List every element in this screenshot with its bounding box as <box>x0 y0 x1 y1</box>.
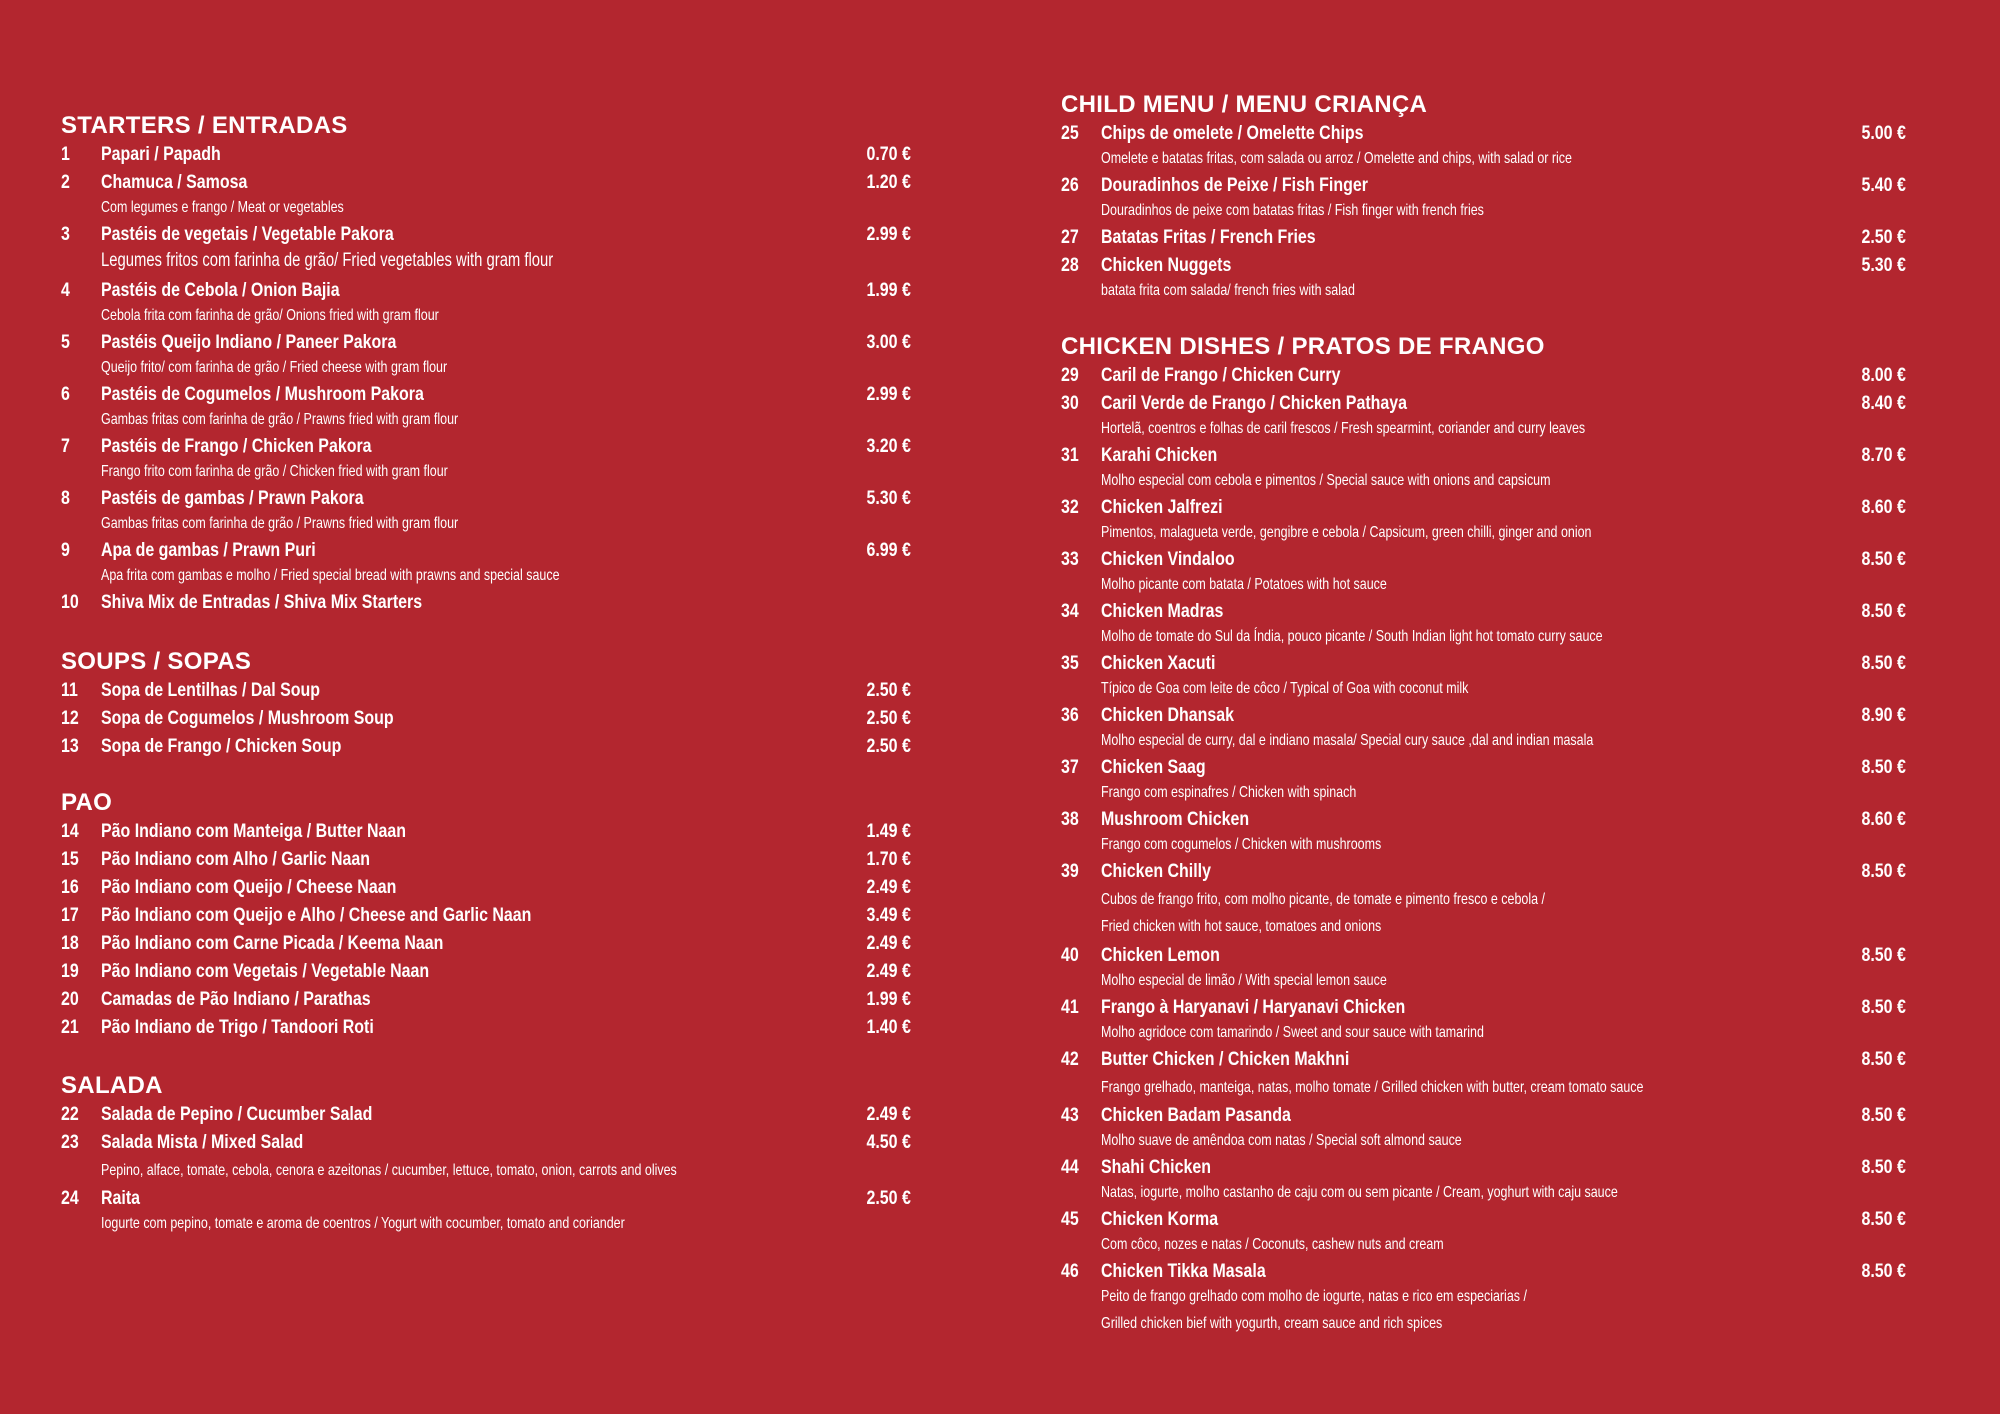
item-description: Douradinhos de peixe com batatas fritas / Fish finger with french fries <box>1101 202 1484 219</box>
item-description-line2: Grilled chicken bief with yogurth, cream sauce and rich spices <box>1101 1315 1443 1332</box>
item-price: 1.99 € <box>866 280 911 301</box>
item-price: 3.20 € <box>866 436 911 457</box>
item-price: 1.99 € <box>866 989 911 1010</box>
item-number: 41 <box>1061 997 1079 1018</box>
item-number: 34 <box>1061 601 1079 622</box>
item-description: Peito de frango grelhado com molho de iogurte, natas e rico em especiarias / <box>1101 1288 1527 1305</box>
item-price: 8.90 € <box>1861 705 1906 726</box>
menu-item <box>1061 497 1906 541</box>
menu-item <box>1061 549 1906 593</box>
item-price: 8.70 € <box>1861 445 1906 466</box>
item-name: Sopa de Frango / Chicken Soup <box>101 736 342 757</box>
item-price: 8.40 € <box>1861 393 1906 414</box>
item-price: 2.49 € <box>866 877 911 898</box>
item-description: Queijo frito/ com farinha de grão / Fried cheese with gram flour <box>101 359 448 376</box>
menu-item <box>1061 997 1906 1041</box>
item-number: 26 <box>1061 175 1079 196</box>
item-name: Sopa de Lentilhas / Dal Soup <box>101 680 321 701</box>
item-name: Chicken Nuggets <box>1101 255 1232 276</box>
item-description: Legumes fritos com farinha de grão/ Fried vegetables with gram flour <box>101 250 554 271</box>
item-name: Shahi Chicken <box>1101 1157 1211 1178</box>
item-number: 21 <box>61 1017 79 1038</box>
item-number: 23 <box>61 1132 79 1153</box>
item-description: Cebola frita com farinha de grão/ Onions fried with gram flour <box>101 307 439 324</box>
menu-item <box>61 877 911 901</box>
item-description: batata frita com salada/ french fries with salad <box>1101 282 1355 299</box>
item-name: Chicken Saag <box>1101 757 1206 778</box>
menu-item <box>61 384 911 428</box>
menu-item <box>1061 1105 1906 1149</box>
item-number: 11 <box>61 680 78 701</box>
item-number: 32 <box>1061 497 1079 518</box>
item-description: Frango com espinafres / Chicken with spinach <box>1101 784 1357 801</box>
item-number: 25 <box>1061 123 1079 144</box>
item-name: Chicken Jalfrezi <box>1101 497 1223 518</box>
menu-item <box>1061 227 1906 251</box>
item-number: 35 <box>1061 653 1079 674</box>
item-price: 2.50 € <box>866 708 911 729</box>
item-description: Com côco, nozes e natas / Coconuts, cashew nuts and cream <box>1101 1236 1444 1253</box>
item-number: 6 <box>61 384 70 405</box>
item-name: Pastéis de Frango / Chicken Pakora <box>101 436 372 457</box>
item-description: Molho especial de limão / With special lemon sauce <box>1101 972 1387 989</box>
menu-item <box>1061 255 1906 299</box>
section-title: CHICKEN DISHES / PRATOS DE FRANGO <box>1061 333 1545 360</box>
item-number: 44 <box>1061 1157 1079 1178</box>
item-description: Cubos de frango frito, com molho picante, de tomate e pimento fresco e cebola / <box>1101 891 1545 908</box>
menu-item <box>1061 175 1906 219</box>
item-number: 9 <box>61 540 70 561</box>
menu-item <box>61 592 911 616</box>
item-price: 1.40 € <box>866 1017 911 1038</box>
menu-item <box>1061 445 1906 489</box>
item-name: Frango à Haryanavi / Haryanavi Chicken <box>1101 997 1406 1018</box>
section-title: SALADA <box>61 1072 163 1099</box>
menu-item <box>1061 757 1906 801</box>
item-price: 8.50 € <box>1861 1157 1906 1178</box>
item-number: 15 <box>61 849 79 870</box>
item-name: Papari / Papadh <box>101 144 221 165</box>
item-name: Pão Indiano com Queijo / Cheese Naan <box>101 877 397 898</box>
item-number: 12 <box>61 708 79 729</box>
item-price: 5.00 € <box>1861 123 1906 144</box>
menu-item <box>61 540 911 584</box>
item-name: Pastéis de gambas / Prawn Pakora <box>101 488 364 509</box>
item-description: Gambas fritas com farinha de grão / Prawns fried with gram flour <box>101 515 459 532</box>
item-name: Chicken Badam Pasanda <box>1101 1105 1291 1126</box>
item-name: Pastéis Queijo Indiano / Paneer Pakora <box>101 332 397 353</box>
section-title: SOUPS / SOPAS <box>61 648 252 675</box>
item-description: Pimentos, malagueta verde, gengibre e cebola / Capsicum, green chilli, ginger and onion <box>1101 524 1592 541</box>
item-number: 36 <box>1061 705 1079 726</box>
menu-item <box>61 488 911 532</box>
item-price: 8.50 € <box>1861 945 1906 966</box>
item-name: Chips de omelete / Omelette Chips <box>1101 123 1364 144</box>
item-price: 1.70 € <box>866 849 911 870</box>
item-price: 3.00 € <box>866 332 911 353</box>
item-name: Chicken Tikka Masala <box>1101 1261 1266 1282</box>
item-name: Sopa de Cogumelos / Mushroom Soup <box>101 708 394 729</box>
item-number: 2 <box>61 172 70 193</box>
item-name: Pão Indiano de Trigo / Tandoori Roti <box>101 1017 374 1038</box>
menu-item <box>1061 653 1906 697</box>
item-price: 8.50 € <box>1861 601 1906 622</box>
item-description-line2: Fried chicken with hot sauce, tomatoes and onions <box>1101 918 1382 935</box>
item-name: Chicken Lemon <box>1101 945 1220 966</box>
item-price: 0.70 € <box>866 144 911 165</box>
item-price: 2.50 € <box>866 1188 911 1209</box>
item-name: Chicken Chilly <box>1101 861 1211 882</box>
item-description: Apa frita com gambas e molho / Fried special bread with prawns and special sauce <box>101 567 560 584</box>
item-name: Raita <box>101 1188 141 1209</box>
item-description: Molho especial de curry, dal e indiano masala/ Special cury sauce ,dal and indian masala <box>1101 732 1594 749</box>
menu-item <box>1061 945 1906 989</box>
item-price: 2.99 € <box>866 384 911 405</box>
menu-item <box>1061 393 1906 437</box>
menu-item <box>61 905 911 929</box>
menu-item <box>61 1132 911 1179</box>
item-description: Frango com cogumelos / Chicken with mushrooms <box>1101 836 1382 853</box>
menu-item <box>1061 705 1906 749</box>
item-name: Chicken Korma <box>1101 1209 1219 1230</box>
item-number: 14 <box>61 821 79 842</box>
menu-item <box>61 144 911 168</box>
item-number: 42 <box>1061 1049 1079 1070</box>
item-description: Hortelã, coentros e folhas de caril frescos / Fresh spearmint, coriander and curry leaves <box>1101 420 1586 437</box>
item-name: Pão Indiano com Queijo e Alho / Cheese and Garlic Naan <box>101 905 532 926</box>
item-number: 3 <box>61 224 70 245</box>
item-name: Mushroom Chicken <box>1101 809 1250 830</box>
menu-item <box>61 1104 911 1128</box>
menu-item <box>1061 123 1906 167</box>
item-number: 20 <box>61 989 79 1010</box>
item-price: 8.50 € <box>1861 1209 1906 1230</box>
item-description: Pepino, alface, tomate, cebola, cenora e azeitonas / cucumber, lettuce, tomato, onion, carrots and olives <box>101 1162 677 1179</box>
menu-item <box>1061 365 1906 389</box>
item-number: 33 <box>1061 549 1079 570</box>
item-price: 2.49 € <box>866 933 911 954</box>
menu-item <box>1061 1261 1906 1332</box>
menu-item <box>1061 1157 1906 1201</box>
item-price: 8.00 € <box>1861 365 1906 386</box>
item-number: 45 <box>1061 1209 1079 1230</box>
item-name: Pastéis de Cogumelos / Mushroom Pakora <box>101 384 424 405</box>
menu-item <box>61 821 911 845</box>
item-name: Apa de gambas / Prawn Puri <box>101 540 316 561</box>
item-number: 43 <box>1061 1105 1079 1126</box>
item-price: 8.50 € <box>1861 997 1906 1018</box>
item-description: Molho agridoce com tamarindo / Sweet and sour sauce with tamarind <box>1101 1024 1484 1041</box>
item-number: 4 <box>61 280 70 301</box>
item-price: 8.50 € <box>1861 653 1906 674</box>
item-name: Karahi Chicken <box>1101 445 1218 466</box>
item-name: Chicken Xacuti <box>1101 653 1216 674</box>
item-name: Batatas Fritas / French Fries <box>1101 227 1316 248</box>
item-name: Pastéis de vegetais / Vegetable Pakora <box>101 224 394 245</box>
item-description: Natas, iogurte, molho castanho de caju com ou sem picante / Cream, yoghurt with caju sauce <box>1101 1184 1618 1201</box>
menu-item <box>61 849 911 873</box>
menu-item <box>61 224 911 271</box>
item-description: Frango frito com farinha de grão / Chicken fried with gram flour <box>101 463 448 480</box>
menu-item <box>61 1188 911 1232</box>
item-price: 1.49 € <box>866 821 911 842</box>
menu-item <box>61 989 911 1013</box>
item-number: 16 <box>61 877 79 898</box>
item-name: Pastéis de Cebola / Onion Bajia <box>101 280 340 301</box>
item-description: Frango grelhado, manteiga, natas, molho tomate / Grilled chicken with butter, cream tomato sauce <box>1101 1079 1644 1096</box>
item-price: 2.50 € <box>866 736 911 757</box>
menu-item <box>61 332 911 376</box>
item-price: 5.30 € <box>866 488 911 509</box>
item-price: 6.99 € <box>866 540 911 561</box>
item-number: 24 <box>61 1188 79 1209</box>
item-number: 30 <box>1061 393 1079 414</box>
item-description: Omelete e batatas fritas, com salada ou arroz / Omelette and chips, with salad or rice <box>1101 150 1572 167</box>
menu-item <box>61 961 911 985</box>
item-number: 5 <box>61 332 70 353</box>
item-price: 8.50 € <box>1861 549 1906 570</box>
item-price: 5.40 € <box>1861 175 1906 196</box>
item-price: 2.50 € <box>1861 227 1906 248</box>
section-title: CHILD MENU / MENU CRIANÇA <box>1061 91 1428 118</box>
item-number: 22 <box>61 1104 79 1125</box>
item-price: 3.49 € <box>866 905 911 926</box>
item-price: 8.50 € <box>1861 861 1906 882</box>
item-price: 8.60 € <box>1861 497 1906 518</box>
item-name: Chicken Dhansak <box>1101 705 1235 726</box>
item-price: 8.50 € <box>1861 1105 1906 1126</box>
item-price: 5.30 € <box>1861 255 1906 276</box>
item-number: 10 <box>61 592 79 613</box>
item-price: 8.50 € <box>1861 1049 1906 1070</box>
item-number: 28 <box>1061 255 1079 276</box>
item-price: 8.60 € <box>1861 809 1906 830</box>
item-price: 8.50 € <box>1861 757 1906 778</box>
menu-item <box>61 172 911 216</box>
item-name: Butter Chicken / Chicken Makhni <box>1101 1049 1350 1070</box>
item-name: Pão Indiano com Vegetais / Vegetable Naan <box>101 961 430 982</box>
item-price: 2.49 € <box>866 1104 911 1125</box>
item-number: 46 <box>1061 1261 1079 1282</box>
menu-item <box>61 680 911 704</box>
item-number: 19 <box>61 961 79 982</box>
item-number: 39 <box>1061 861 1079 882</box>
section-title: STARTERS / ENTRADAS <box>61 112 348 139</box>
menu-item <box>61 436 911 480</box>
item-number: 13 <box>61 736 79 757</box>
menu-item <box>61 280 911 324</box>
item-name: Chicken Vindaloo <box>1101 549 1235 570</box>
item-name: Salada Mista / Mixed Salad <box>101 1132 304 1153</box>
item-description: Molho de tomate do Sul da Índia, pouco picante / South Indian light hot tomato curry sauce <box>1101 628 1603 645</box>
menu-item <box>1061 809 1906 853</box>
section-title: PAO <box>61 789 113 816</box>
item-price: 2.50 € <box>866 680 911 701</box>
item-name: Pão Indiano com Alho / Garlic Naan <box>101 849 371 870</box>
menu-item <box>1061 1209 1906 1253</box>
item-name: Pão Indiano com Carne Picada / Keema Naan <box>101 933 444 954</box>
item-name: Caril de Frango / Chicken Curry <box>1101 365 1341 386</box>
item-name: Shiva Mix de Entradas / Shiva Mix Starters <box>101 592 423 613</box>
item-description: Molho picante com batata / Potatoes with hot sauce <box>1101 576 1387 593</box>
menu-item <box>61 1017 911 1041</box>
item-number: 38 <box>1061 809 1079 830</box>
item-name: Pão Indiano com Manteiga / Butter Naan <box>101 821 407 842</box>
item-price: 2.99 € <box>866 224 911 245</box>
item-description: Típico de Goa com leite de côco / Typical of Goa with coconut milk <box>1101 680 1469 697</box>
item-name: Camadas de Pão Indiano / Parathas <box>101 989 371 1010</box>
item-price: 4.50 € <box>866 1132 911 1153</box>
menu-item <box>1061 601 1906 645</box>
item-number: 37 <box>1061 757 1079 778</box>
item-price: 8.50 € <box>1861 1261 1906 1282</box>
item-number: 8 <box>61 488 70 509</box>
item-name: Salada de Pepino / Cucumber Salad <box>101 1104 373 1125</box>
item-description: Gambas fritas com farinha de grão / Prawns fried with gram flour <box>101 411 459 428</box>
item-name: Douradinhos de Peixe / Fish Finger <box>1101 175 1368 196</box>
item-price: 2.49 € <box>866 961 911 982</box>
item-description: Molho suave de amêndoa com natas / Special soft almond sauce <box>1101 1132 1462 1149</box>
menu-item <box>1061 861 1906 935</box>
item-name: Caril Verde de Frango / Chicken Pathaya <box>1101 393 1408 414</box>
item-number: 18 <box>61 933 79 954</box>
item-number: 29 <box>1061 365 1079 386</box>
menu-item <box>61 708 911 732</box>
item-number: 17 <box>61 905 79 926</box>
item-price: 1.20 € <box>866 172 911 193</box>
menu-item <box>61 933 911 957</box>
item-number: 1 <box>61 144 70 165</box>
item-number: 7 <box>61 436 70 457</box>
item-number: 31 <box>1061 445 1079 466</box>
item-number: 40 <box>1061 945 1079 966</box>
item-name: Chamuca / Samosa <box>101 172 248 193</box>
item-name: Chicken Madras <box>1101 601 1224 622</box>
item-description: Molho especial com cebola e pimentos / Special sauce with onions and capsicum <box>1101 472 1551 489</box>
menu-item <box>1061 1049 1906 1096</box>
item-number: 27 <box>1061 227 1079 248</box>
item-description: Iogurte com pepino, tomate e aroma de coentros / Yogurt with cocumber, tomato and coriander <box>101 1215 625 1232</box>
item-description: Com legumes e frango / Meat or vegetables <box>101 199 344 216</box>
menu-item <box>61 736 911 760</box>
